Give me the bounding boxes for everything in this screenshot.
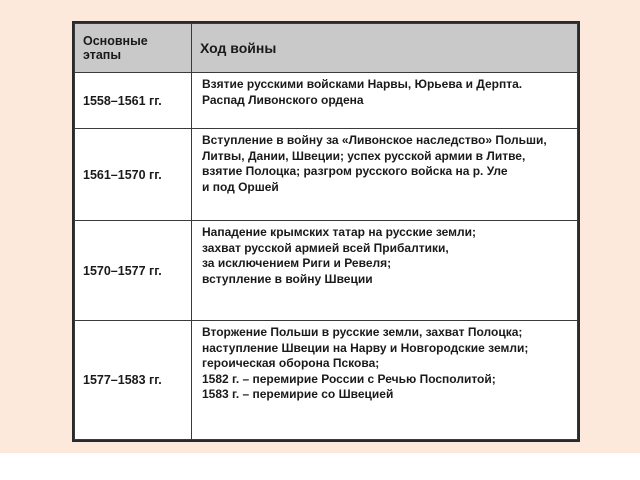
event-line: Вторжение Польши в русские земли, захват Полоцка; [202, 325, 523, 339]
event-line: вступление в войну Швеции [202, 271, 373, 286]
event-line: Взятие русскими войсками Нарвы, Юрьева и Дерпта. [202, 77, 523, 91]
period-cell: 1558–1561 гг. [75, 73, 192, 129]
table-row [75, 73, 578, 129]
event-line: героическая оборона Пскова; [202, 356, 380, 370]
event-line: захват русской армией всей Прибалтики, [202, 240, 449, 255]
event-line: Распад Ливонского ордена [202, 92, 364, 107]
event-line: и под Оршей [202, 179, 279, 194]
header-war-course: Ход войны [192, 24, 578, 73]
event-line: взятие Полоцка; разгром русского войска на р. Уле [202, 164, 508, 178]
events-cell [192, 321, 578, 440]
event-line: 1583 г. – перемирие со Швецией [202, 387, 394, 401]
event-line: Вступление в войну за «Ливонское наследство» Польши, [202, 133, 547, 147]
event-line: Литвы, Дании, Швеции; успех русской армии в Литве, [202, 148, 526, 163]
events-cell [192, 73, 578, 129]
period-cell: 1561–1570 гг. [75, 129, 192, 221]
event-line: за исключением Риги и Ревеля; [202, 256, 392, 270]
events-cell [192, 129, 578, 221]
livonian-war-table [74, 23, 578, 440]
header-stages-line2: этапы [83, 48, 122, 62]
table-header-row [75, 24, 578, 73]
livonian-war-table-container [72, 21, 580, 442]
event-line: Нападение крымских татар на русские земли; [202, 225, 477, 239]
event-line: наступление Швеции на Нарву и Новгородские земли; [202, 340, 529, 355]
period-cell: 1577–1583 гг. [75, 321, 192, 440]
table-row [75, 129, 578, 221]
table-row [75, 321, 578, 440]
header-stages-line1: Основные [83, 34, 148, 48]
events-cell [192, 221, 578, 321]
period-cell: 1570–1577 гг. [75, 221, 192, 321]
event-line: 1582 г. – перемирие России с Речью Посполитой; [202, 371, 496, 386]
header-main-stages [75, 24, 192, 73]
table-row [75, 221, 578, 321]
